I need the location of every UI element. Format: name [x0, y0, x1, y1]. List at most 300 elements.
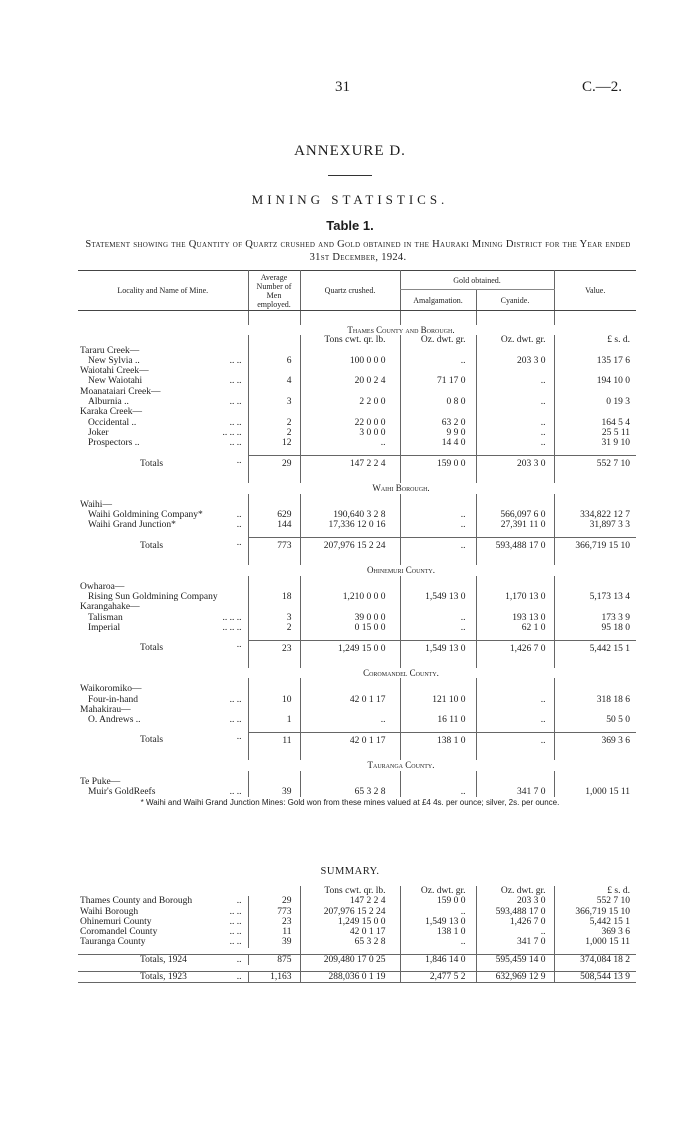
cyanide-cell	[476, 387, 554, 397]
men-cell: 6	[248, 356, 300, 366]
men-cell: 2	[248, 428, 300, 438]
amalgamation-cell: 138 1 0	[400, 732, 476, 746]
cyanide-cell: 632,969 12 9	[476, 972, 554, 983]
value-cell: 1,000 15 11	[554, 787, 636, 797]
men-cell	[248, 500, 300, 510]
spacer-cell	[554, 565, 636, 575]
value-cell: 552 7 10	[554, 896, 636, 906]
value-cell: 318 18 6	[554, 695, 636, 705]
row-label: Tararu Creek—	[80, 345, 140, 356]
leader-dots: .. .. ..	[222, 622, 242, 633]
locality-cell	[78, 777, 248, 787]
value-cell	[554, 407, 636, 417]
summary-row	[78, 917, 636, 927]
men-cell: 144	[248, 520, 300, 530]
quartz-cell: 207,976 15 2 24	[300, 538, 400, 552]
amalgamation-cell	[400, 602, 476, 612]
cyanide-cell: 203 3 0	[476, 456, 554, 470]
men-cell	[248, 777, 300, 787]
spacer-cell	[248, 725, 300, 732]
locality-cell	[78, 510, 248, 520]
spacer-cell	[248, 531, 300, 538]
table-row	[78, 418, 636, 428]
locality-cell	[78, 356, 248, 366]
spacer-cell	[300, 654, 400, 668]
quartz-cell: 42 0 1 17	[300, 732, 400, 746]
table-body	[78, 311, 636, 798]
amalgamation-cell: ..	[400, 787, 476, 797]
spacer-cell	[300, 449, 400, 456]
leader-dots: ..	[236, 732, 242, 743]
value-cell: 5,442 15 1	[554, 917, 636, 927]
row-label: Occidental ..	[88, 417, 137, 428]
table-row	[78, 356, 636, 366]
spacer-cell	[300, 725, 400, 732]
row-label: Waihi Goldmining Company*	[88, 509, 203, 520]
cyanide-cell: 593,488 17 0	[476, 538, 554, 552]
title-rule	[328, 175, 372, 176]
table-row	[78, 787, 636, 797]
spacer-cell	[300, 551, 400, 565]
men-cell: 11	[248, 732, 300, 746]
cyanide-cell: 341 7 0	[476, 787, 554, 797]
men-cell: 2	[248, 623, 300, 633]
spacer-cell	[476, 469, 554, 483]
locality-cell	[78, 787, 248, 797]
table-row	[78, 407, 636, 417]
spacer-cell	[400, 551, 476, 565]
leader-dots: .. ..	[229, 715, 242, 726]
amalgamation-cell: ..	[400, 623, 476, 633]
table-row	[78, 602, 636, 612]
summary-units-row	[78, 886, 636, 896]
row-label: Four-in-hand	[88, 694, 138, 705]
locality-cell	[78, 705, 248, 715]
spacer-row	[78, 633, 636, 640]
section-heading: Tauranga County.	[367, 760, 435, 771]
spacer-row	[78, 531, 636, 538]
men-cell: 629	[248, 510, 300, 520]
amalgamation-cell: ..	[400, 613, 476, 623]
value-cell: 0 19 3	[554, 397, 636, 407]
locality-cell	[78, 428, 248, 438]
section-heading: Coromandel County.	[363, 667, 439, 678]
spacer-cell	[300, 746, 400, 760]
row-label: Totals	[140, 735, 164, 746]
spacer-cell	[248, 654, 300, 668]
page-number: 31	[335, 79, 350, 95]
quartz-cell: 20 0 2 4	[300, 376, 400, 386]
table-row	[78, 500, 636, 510]
men-cell: 12	[248, 438, 300, 448]
value-cell	[554, 705, 636, 715]
leader-dots: ..	[236, 896, 242, 907]
totals-label	[78, 640, 248, 654]
quartz-cell	[300, 705, 400, 715]
spacer-cell	[476, 551, 554, 565]
table-row	[78, 613, 636, 623]
spacer-cell	[248, 469, 300, 483]
quartz-cell: 39 0 0 0	[300, 613, 400, 623]
men-cell	[248, 407, 300, 417]
spacer-cell	[554, 746, 636, 760]
quartz-cell	[300, 602, 400, 612]
cyanide-cell: 341 7 0	[476, 937, 554, 947]
men-cell: 11	[248, 927, 300, 937]
value-cell	[554, 500, 636, 510]
cyanide-cell: ..	[476, 418, 554, 428]
row-label: Joker	[88, 427, 109, 438]
summary-title: SUMMARY.	[320, 866, 380, 877]
units-cyanide: Oz. dwt. gr.	[476, 886, 554, 896]
table-row	[78, 397, 636, 407]
spacer-cell	[78, 483, 248, 493]
row-label: Prospectors ..	[88, 438, 140, 449]
cyanide-cell: ..	[476, 376, 554, 386]
summary-totals-label	[78, 972, 248, 983]
table-row	[78, 777, 636, 787]
units-row	[78, 335, 636, 345]
leader-dots: .. ..	[229, 906, 242, 917]
table-row	[78, 376, 636, 386]
leader-dots: .. ..	[229, 916, 242, 927]
leader-dots: .. ..	[229, 786, 242, 797]
amalgamation-cell: ..	[400, 520, 476, 530]
leader-dots: ..	[236, 455, 242, 466]
men-cell: 4	[248, 376, 300, 386]
men-cell: 23	[248, 640, 300, 654]
spacer-cell	[78, 633, 248, 640]
footnote: * Waihi and Waihi Grand Junction Mines: Gold won from these mines valued at £4 4s. per ounce; silver, 2s. per ounce.	[140, 798, 560, 807]
row-label: Waikoromiko—	[80, 684, 142, 695]
spacer-cell	[554, 469, 636, 483]
spacer-row	[78, 551, 636, 565]
men-cell: 773	[248, 907, 300, 917]
value-cell: 366,719 15 10	[554, 538, 636, 552]
amalgamation-cell	[400, 777, 476, 787]
leader-dots: .. ..	[229, 355, 242, 366]
value-cell: 334,822 12 7	[554, 510, 636, 520]
spacer-row	[78, 654, 636, 668]
summary-totals-label	[78, 954, 248, 965]
leader-dots: .. ..	[229, 937, 242, 948]
cyanide-cell	[476, 366, 554, 376]
units-quartz: Tons cwt. qr. lb.	[300, 886, 400, 896]
quartz-cell: 22 0 0 0	[300, 418, 400, 428]
men-cell	[248, 705, 300, 715]
amalgamation-cell: ..	[400, 538, 476, 552]
row-label: Ohinemuri County	[80, 916, 152, 927]
men-cell	[248, 684, 300, 694]
locality-cell	[78, 407, 248, 417]
leader-dots: .. ..	[229, 376, 242, 387]
amalgamation-cell: 159 0 0	[400, 456, 476, 470]
table-row	[78, 510, 636, 520]
spacer-row	[78, 469, 636, 483]
amalgamation-cell: ..	[400, 510, 476, 520]
summary-locality	[78, 907, 248, 917]
cyanide-cell: ..	[476, 715, 554, 725]
spacer-cell	[248, 335, 300, 345]
value-cell: 5,442 15 1	[554, 640, 636, 654]
summary-locality	[78, 927, 248, 937]
amalgamation-cell: 121 10 0	[400, 695, 476, 705]
row-label: New Sylvia ..	[88, 355, 140, 366]
value-cell: 164 5 4	[554, 418, 636, 428]
summary-row	[78, 907, 636, 917]
row-label: Totals	[140, 458, 164, 469]
row-label: Muir's GoldReefs	[88, 786, 156, 797]
locality-cell	[78, 592, 248, 602]
quartz-cell: 1,210 0 0 0	[300, 592, 400, 602]
row-label: Waihi Grand Junction*	[88, 520, 176, 531]
spacer-cell	[554, 725, 636, 732]
leader-dots: .. .. ..	[222, 612, 242, 623]
units-value: £ s. d.	[554, 886, 636, 896]
header-gold: Gold obtained.	[400, 271, 554, 290]
row-label: Alburnia ..	[88, 397, 129, 408]
value-cell: 1,000 15 11	[554, 937, 636, 947]
cyanide-cell: ..	[476, 732, 554, 746]
row-label: Moanataiari Creek—	[80, 386, 161, 397]
units-quartz: Tons cwt. qr. lb.	[300, 335, 400, 345]
spacer-cell	[78, 551, 248, 565]
spacer-cell	[248, 633, 300, 640]
value-cell: 369 3 6	[554, 732, 636, 746]
spacer-cell	[78, 668, 248, 678]
row-label: O. Andrews ..	[88, 715, 141, 726]
spacer-cell	[300, 633, 400, 640]
cyanide-cell	[476, 684, 554, 694]
spacer-cell	[248, 311, 300, 326]
spacer-cell	[78, 760, 248, 770]
cyanide-cell: ..	[476, 695, 554, 705]
spacer-cell	[554, 325, 636, 335]
spacer-cell	[400, 633, 476, 640]
amalgamation-cell	[400, 346, 476, 356]
row-label: Totals, 1924	[140, 954, 187, 965]
value-cell: 366,719 15 10	[554, 907, 636, 917]
men-cell	[248, 582, 300, 592]
spacer-cell	[554, 531, 636, 538]
spacer-row	[78, 449, 636, 456]
amalgamation-cell	[400, 387, 476, 397]
value-cell: 135 17 6	[554, 356, 636, 366]
section-heading-row	[78, 565, 636, 575]
quartz-cell: 209,480 17 0 25	[300, 954, 400, 965]
section-heading-row	[78, 325, 636, 335]
spacer-cell	[78, 886, 248, 896]
table-row	[78, 520, 636, 530]
quartz-cell: 65 3 2 8	[300, 937, 400, 947]
leader-dots: ..	[236, 520, 242, 531]
value-cell: 31,897 3 3	[554, 520, 636, 530]
units-amalgamation: Oz. dwt. gr.	[400, 335, 476, 345]
cyanide-cell	[476, 777, 554, 787]
amalgamation-cell	[400, 500, 476, 510]
summary-locality	[78, 917, 248, 927]
spacer-cell	[248, 551, 300, 565]
amalgamation-cell	[400, 366, 476, 376]
quartz-cell: 207,976 15 2 24	[300, 907, 400, 917]
spacer-cell	[476, 531, 554, 538]
header-locality: Locality and Name of Mine.	[78, 271, 248, 311]
row-label: Waihi Borough	[80, 906, 139, 917]
amalgamation-cell	[400, 407, 476, 417]
value-cell: 5,173 13 4	[554, 592, 636, 602]
spacer-cell	[554, 668, 636, 678]
amalgamation-cell: 1,549 13 0	[400, 640, 476, 654]
spacer-cell	[476, 654, 554, 668]
quartz-cell	[300, 684, 400, 694]
amalgamation-cell: ..	[400, 937, 476, 947]
amalgamation-cell	[400, 582, 476, 592]
spacer-cell	[248, 449, 300, 456]
leader-dots: .. ..	[229, 438, 242, 449]
quartz-cell: 147 2 2 4	[300, 456, 400, 470]
row-label: Waiotahi Creek—	[80, 366, 149, 377]
locality-cell	[78, 695, 248, 705]
value-cell	[554, 387, 636, 397]
section-heading-row	[78, 483, 636, 493]
cyanide-cell: ..	[476, 438, 554, 448]
section-heading-row	[78, 668, 636, 678]
quartz-cell: 0 15 0 0	[300, 623, 400, 633]
summary-totals-row	[78, 954, 636, 965]
leader-dots: .. ..	[229, 417, 242, 428]
annex-title: ANNEXURE D.	[294, 143, 406, 159]
quartz-cell: 1,249 15 0 0	[300, 917, 400, 927]
value-cell	[554, 602, 636, 612]
row-label: Talisman	[88, 612, 123, 623]
header-amalgamation: Amalgamation.	[400, 290, 476, 311]
mining-statistics-table	[78, 270, 636, 797]
spacer-cell	[78, 654, 248, 668]
row-label: Tauranga County	[80, 937, 146, 948]
value-cell: 173 3 9	[554, 613, 636, 623]
row-label: Te Puke—	[80, 776, 121, 787]
amalgamation-cell: 71 17 0	[400, 376, 476, 386]
leader-dots: ..	[236, 972, 242, 983]
men-cell: 39	[248, 787, 300, 797]
men-cell: 2	[248, 418, 300, 428]
amalgamation-cell	[400, 705, 476, 715]
cyanide-cell: 203 3 0	[476, 356, 554, 366]
spacer-cell	[78, 565, 248, 575]
men-cell	[248, 387, 300, 397]
quartz-cell: 2 2 0 0	[300, 397, 400, 407]
row-label: Mahakirau—	[80, 704, 131, 715]
totals-row	[78, 456, 636, 470]
summary-locality	[78, 937, 248, 947]
table-row	[78, 387, 636, 397]
summary-table	[78, 886, 636, 983]
men-cell: 39	[248, 937, 300, 947]
table-row	[78, 695, 636, 705]
spacer-cell	[400, 654, 476, 668]
locality-cell	[78, 684, 248, 694]
row-label: Totals	[140, 643, 164, 654]
totals-label	[78, 538, 248, 552]
quartz-cell: 42 0 1 17	[300, 695, 400, 705]
men-cell	[248, 346, 300, 356]
quartz-cell	[300, 346, 400, 356]
quartz-cell: ..	[300, 438, 400, 448]
value-cell: 25 5 11	[554, 428, 636, 438]
spacer-cell	[248, 746, 300, 760]
value-cell	[554, 582, 636, 592]
value-cell: 552 7 10	[554, 456, 636, 470]
spacer-cell	[554, 633, 636, 640]
locality-cell	[78, 438, 248, 448]
quartz-cell	[300, 500, 400, 510]
cyanide-cell	[476, 346, 554, 356]
header-value: Value.	[554, 271, 636, 311]
leader-dots: ..	[236, 954, 242, 965]
value-cell	[554, 777, 636, 787]
cyanide-cell: 1,426 7 0	[476, 640, 554, 654]
row-label: Thames County and Borough	[80, 896, 193, 907]
quartz-cell: 17,336 12 0 16	[300, 520, 400, 530]
spacer-cell	[78, 746, 248, 760]
locality-cell	[78, 602, 248, 612]
spacer-cell	[476, 311, 554, 326]
value-cell	[554, 366, 636, 376]
spacer-cell	[78, 335, 248, 345]
spacer-cell	[554, 654, 636, 668]
table-row	[78, 438, 636, 448]
men-cell: 18	[248, 592, 300, 602]
amalgamation-cell: 63 2 0	[400, 418, 476, 428]
leader-dots: ..	[236, 537, 242, 548]
spacer-cell	[78, 531, 248, 538]
spacer-cell	[78, 449, 248, 456]
spacer-cell	[554, 449, 636, 456]
table-row	[78, 715, 636, 725]
cyanide-cell: 203 3 0	[476, 896, 554, 906]
table-row	[78, 346, 636, 356]
amalgamation-cell: ..	[400, 356, 476, 366]
table-row	[78, 705, 636, 715]
page-reference: C.—2.	[581, 79, 622, 95]
amalgamation-cell: 1,846 14 0	[400, 954, 476, 965]
row-label: Waihi—	[80, 499, 112, 510]
row-label: Owharoa—	[80, 581, 125, 592]
amalgamation-cell: 9 9 0	[400, 428, 476, 438]
locality-cell	[78, 366, 248, 376]
section-heading: Thames County and Borough.	[347, 325, 455, 335]
quartz-cell: 190,640 3 2 8	[300, 510, 400, 520]
spacer-cell	[400, 449, 476, 456]
cyanide-cell: 595,459 14 0	[476, 954, 554, 965]
row-label: Karangahake—	[80, 602, 140, 613]
table-row	[78, 428, 636, 438]
quartz-cell: 65 3 2 8	[300, 787, 400, 797]
quartz-cell	[300, 777, 400, 787]
cyanide-cell: ..	[476, 428, 554, 438]
cyanide-cell: 193 13 0	[476, 613, 554, 623]
spacer-cell	[78, 311, 248, 326]
summary-row	[78, 937, 636, 947]
men-cell: 773	[248, 538, 300, 552]
value-cell: 95 18 0	[554, 623, 636, 633]
table-row	[78, 592, 636, 602]
amalgamation-cell: 138 1 0	[400, 927, 476, 937]
value-cell: 508,544 13 9	[554, 972, 636, 983]
value-cell: 31 9 10	[554, 438, 636, 448]
row-label: Imperial	[88, 622, 121, 633]
cyanide-cell	[476, 500, 554, 510]
